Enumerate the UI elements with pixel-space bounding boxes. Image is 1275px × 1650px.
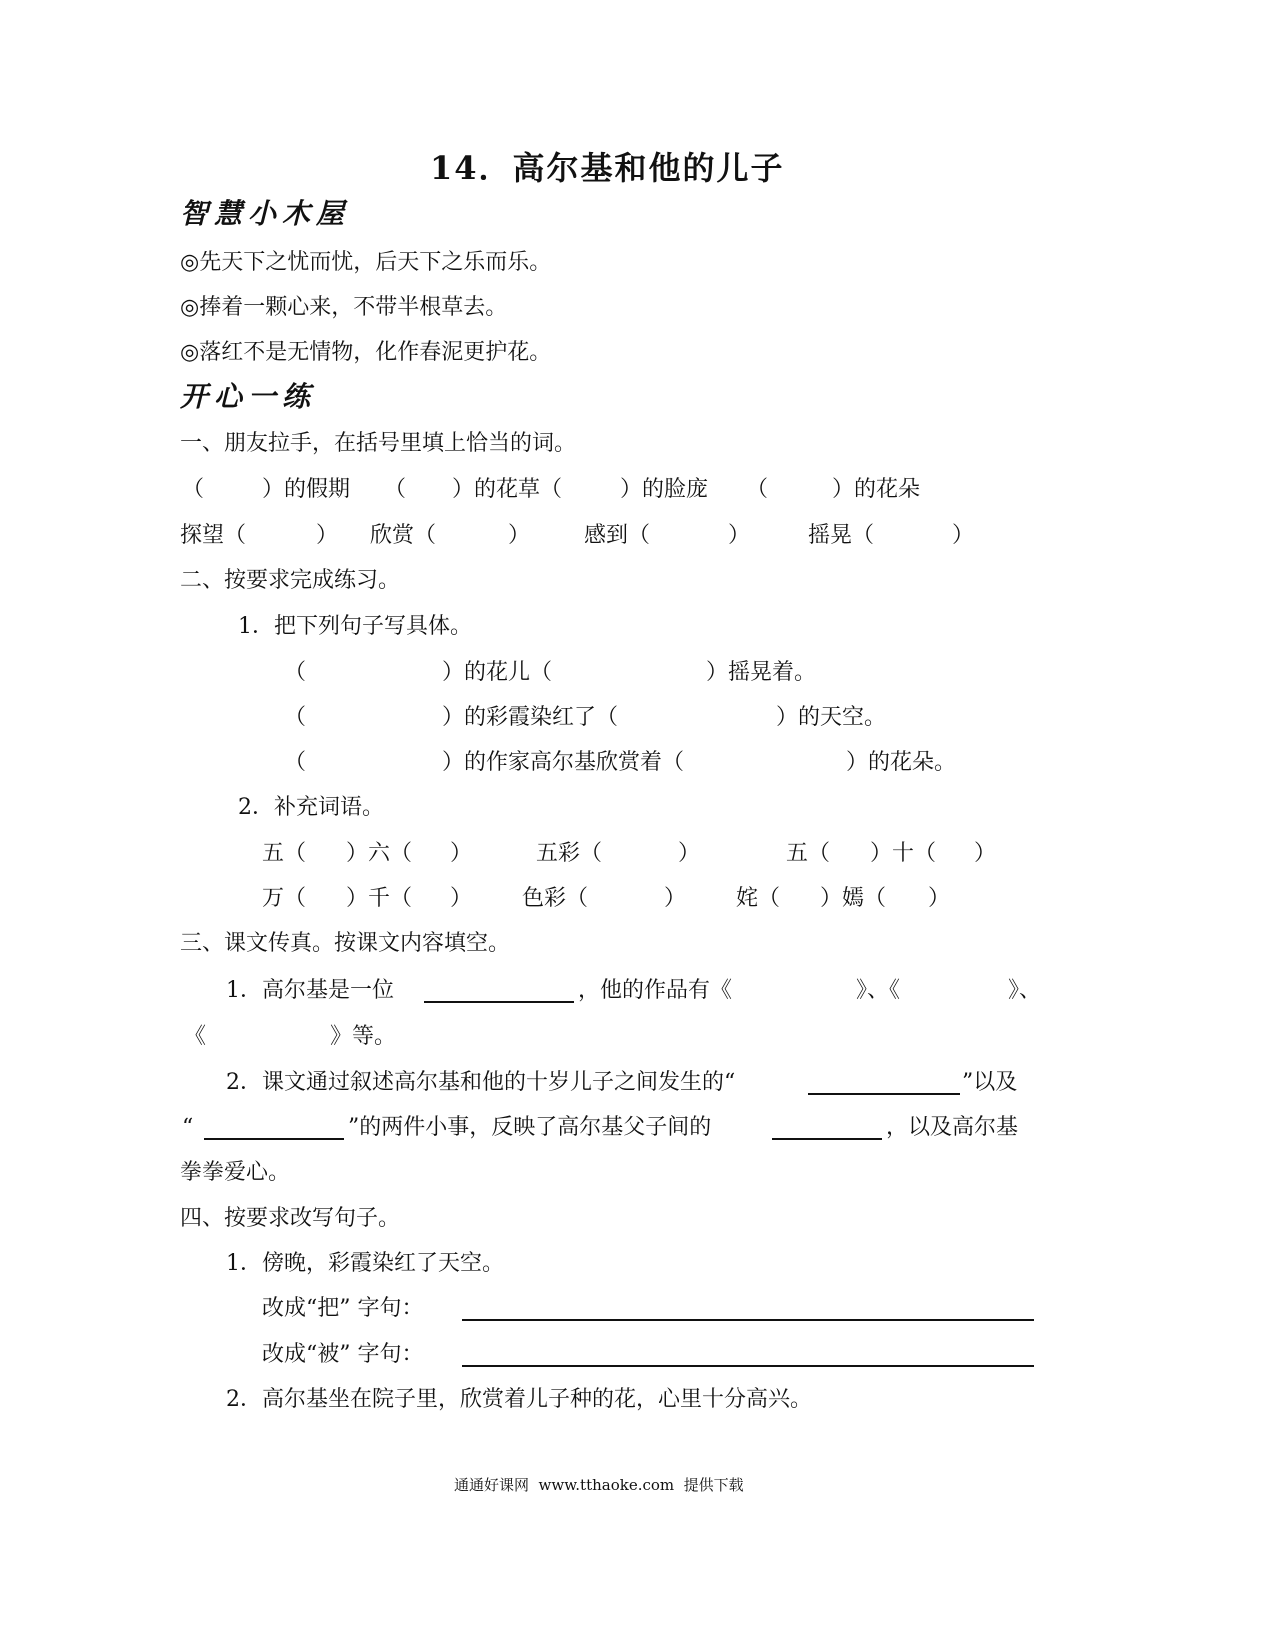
q1-r1-p4: ）的脸庞 bbox=[620, 477, 709, 502]
q4-bei-label: 改成“被” 字句： bbox=[262, 1342, 424, 1367]
q1-row-2 bbox=[0, 525, 1275, 549]
q2s2-r1-p0: 五（ bbox=[262, 841, 307, 866]
q2-sub1-line-3 bbox=[0, 752, 1275, 776]
q2s2-r2-p7: ） bbox=[928, 886, 951, 911]
question-4-title: 四、按要求改写句子。 bbox=[180, 1206, 401, 1231]
quote-1: ◎先天下之忧而忧，后天下之乐而乐。 bbox=[180, 250, 552, 275]
q3-blank-relationship[interactable] bbox=[772, 1138, 882, 1140]
q2-sub2-title: 2．补充词语。 bbox=[238, 795, 384, 820]
q1-r1-p0: （ bbox=[182, 477, 205, 502]
page-title: 14．高尔基和他的儿子 bbox=[430, 149, 785, 187]
q3-i1-l1-p1: ，他的作品有《 bbox=[578, 978, 733, 1003]
question-2-title: 二、按要求完成练习。 bbox=[180, 568, 401, 593]
q3-i2-l2-p1: ”的两件小事，反映了高尔基父子间的 bbox=[348, 1115, 712, 1140]
q3-blank-event-2[interactable] bbox=[204, 1138, 344, 1140]
question-3-title: 三、课文传真。按课文内容填空。 bbox=[180, 931, 511, 956]
q2s1-l2-p0: （ bbox=[284, 705, 307, 730]
q4-ba-answer-line[interactable] bbox=[462, 1319, 1034, 1321]
q2s2-r2-p2: ） bbox=[450, 886, 473, 911]
q2-sub1-line-2 bbox=[0, 707, 1275, 731]
question-1-title: 一、朋友拉手，在括号里填上恰当的词。 bbox=[180, 431, 577, 456]
q2s1-l3-p2: ）的花朵。 bbox=[846, 750, 957, 775]
section-heading-wisdom: 智慧小木屋 bbox=[180, 197, 351, 230]
q3-item2-line2 bbox=[0, 1117, 1275, 1141]
q3-i1-l1-p2: 》、《 bbox=[856, 978, 901, 1003]
q2s1-l2-p1: ）的彩霞染红了（ bbox=[442, 705, 619, 730]
q2s1-l1-p1: ）的花儿（ bbox=[442, 660, 553, 685]
q1-r1-p3: ）的花草（ bbox=[452, 477, 563, 502]
q3-item1-line2 bbox=[0, 1026, 1275, 1050]
q2s1-l2-p2: ）的天空。 bbox=[776, 705, 887, 730]
q4-ba-label: 改成“把” 字句： bbox=[262, 1296, 424, 1321]
q2-sub2-row-2 bbox=[0, 888, 1275, 912]
q4-item-2: 2．高尔基坐在院子里，欣赏着儿子种的花，心里十分高兴。 bbox=[226, 1387, 812, 1412]
q3-i1-l1-p0: 1．高尔基是一位 bbox=[226, 978, 394, 1003]
q2s1-l3-p0: （ bbox=[284, 750, 307, 775]
footer-credit: 通通好课网 www.tthaoke.com 提供下载 bbox=[454, 1476, 744, 1494]
q3-item2-line1 bbox=[0, 1072, 1275, 1096]
q3-i1-l2-p1: 》等。 bbox=[330, 1024, 397, 1049]
q1-r2-p1: ） bbox=[316, 523, 339, 548]
q2s2-r2-p5: 姹（ bbox=[736, 886, 781, 911]
q2s2-r1-p6: ）十（ bbox=[870, 841, 937, 866]
q2s2-r1-p1: ）六（ bbox=[346, 841, 413, 866]
q2s2-r2-p0: 万（ bbox=[262, 886, 307, 911]
q1-r1-p5: （ bbox=[746, 477, 769, 502]
q2s2-r1-p2: ） bbox=[450, 841, 473, 866]
q1-r1-p2: （ bbox=[384, 477, 407, 502]
q1-r2-p4: 感到（ bbox=[584, 523, 651, 548]
q2s2-r2-p3: 色彩（ bbox=[522, 886, 589, 911]
q2s1-l1-p2: ）摇晃着。 bbox=[706, 660, 817, 685]
q2-sub2-row-1 bbox=[0, 843, 1275, 867]
section-heading-practice: 开心一练 bbox=[180, 380, 317, 413]
q2s2-r1-p7: ） bbox=[974, 841, 997, 866]
q1-r2-p0: 探望（ bbox=[180, 523, 247, 548]
q2s2-r1-p5: 五（ bbox=[786, 841, 831, 866]
q3-item2-line3: 拳拳爱心。 bbox=[180, 1160, 291, 1185]
q2-sub1-title: 1．把下列句子写具体。 bbox=[238, 614, 472, 639]
q1-r1-p6: ）的花朵 bbox=[832, 477, 921, 502]
q3-i2-l1-p1: ”以及 bbox=[962, 1070, 1018, 1095]
q3-blank-event-1[interactable] bbox=[808, 1093, 960, 1095]
q2s2-r2-p1: ）千（ bbox=[346, 886, 413, 911]
q3-item1-line1 bbox=[0, 980, 1275, 1004]
q1-r2-p6: 摇晃（ bbox=[808, 523, 875, 548]
q3-i1-l2-p0: 《 bbox=[184, 1024, 207, 1049]
q2s1-l3-p1: ）的作家高尔基欣赏着（ bbox=[442, 750, 685, 775]
q2s2-r2-p4: ） bbox=[664, 886, 687, 911]
q3-i1-l1-p3: 》、 bbox=[1008, 978, 1042, 1003]
q2s2-r1-p4: ） bbox=[678, 841, 701, 866]
q2s1-l1-p0: （ bbox=[284, 660, 307, 685]
q3-i2-l2-p2: ，以及高尔基 bbox=[886, 1115, 1019, 1140]
q3-i2-l2-p0: “ bbox=[182, 1115, 194, 1140]
q1-r2-p2: 欣赏（ bbox=[370, 523, 437, 548]
q1-r2-p3: ） bbox=[508, 523, 531, 548]
q2s2-r2-p6: ）嫣（ bbox=[820, 886, 887, 911]
quote-2: ◎捧着一颗心来，不带半根草去。 bbox=[180, 295, 508, 320]
q2-sub1-line-1 bbox=[0, 662, 1275, 686]
q2s2-r1-p3: 五彩（ bbox=[536, 841, 603, 866]
q1-r2-p7: ） bbox=[952, 523, 975, 548]
q1-row-1 bbox=[0, 479, 1275, 503]
q1-r1-p1: ）的假期 bbox=[262, 477, 351, 502]
q4-bei-answer-line[interactable] bbox=[462, 1365, 1034, 1367]
q4-item-1: 1．傍晚，彩霞染红了天空。 bbox=[226, 1251, 504, 1276]
quote-3: ◎落红不是无情物，化作春泥更护花。 bbox=[180, 340, 552, 365]
q1-r2-p5: ） bbox=[728, 523, 751, 548]
q3-i2-l1-p0: 2．课文通过叙述高尔基和他的十岁儿子之间发生的“ bbox=[226, 1070, 736, 1095]
q3-blank-author-type[interactable] bbox=[424, 1001, 574, 1003]
